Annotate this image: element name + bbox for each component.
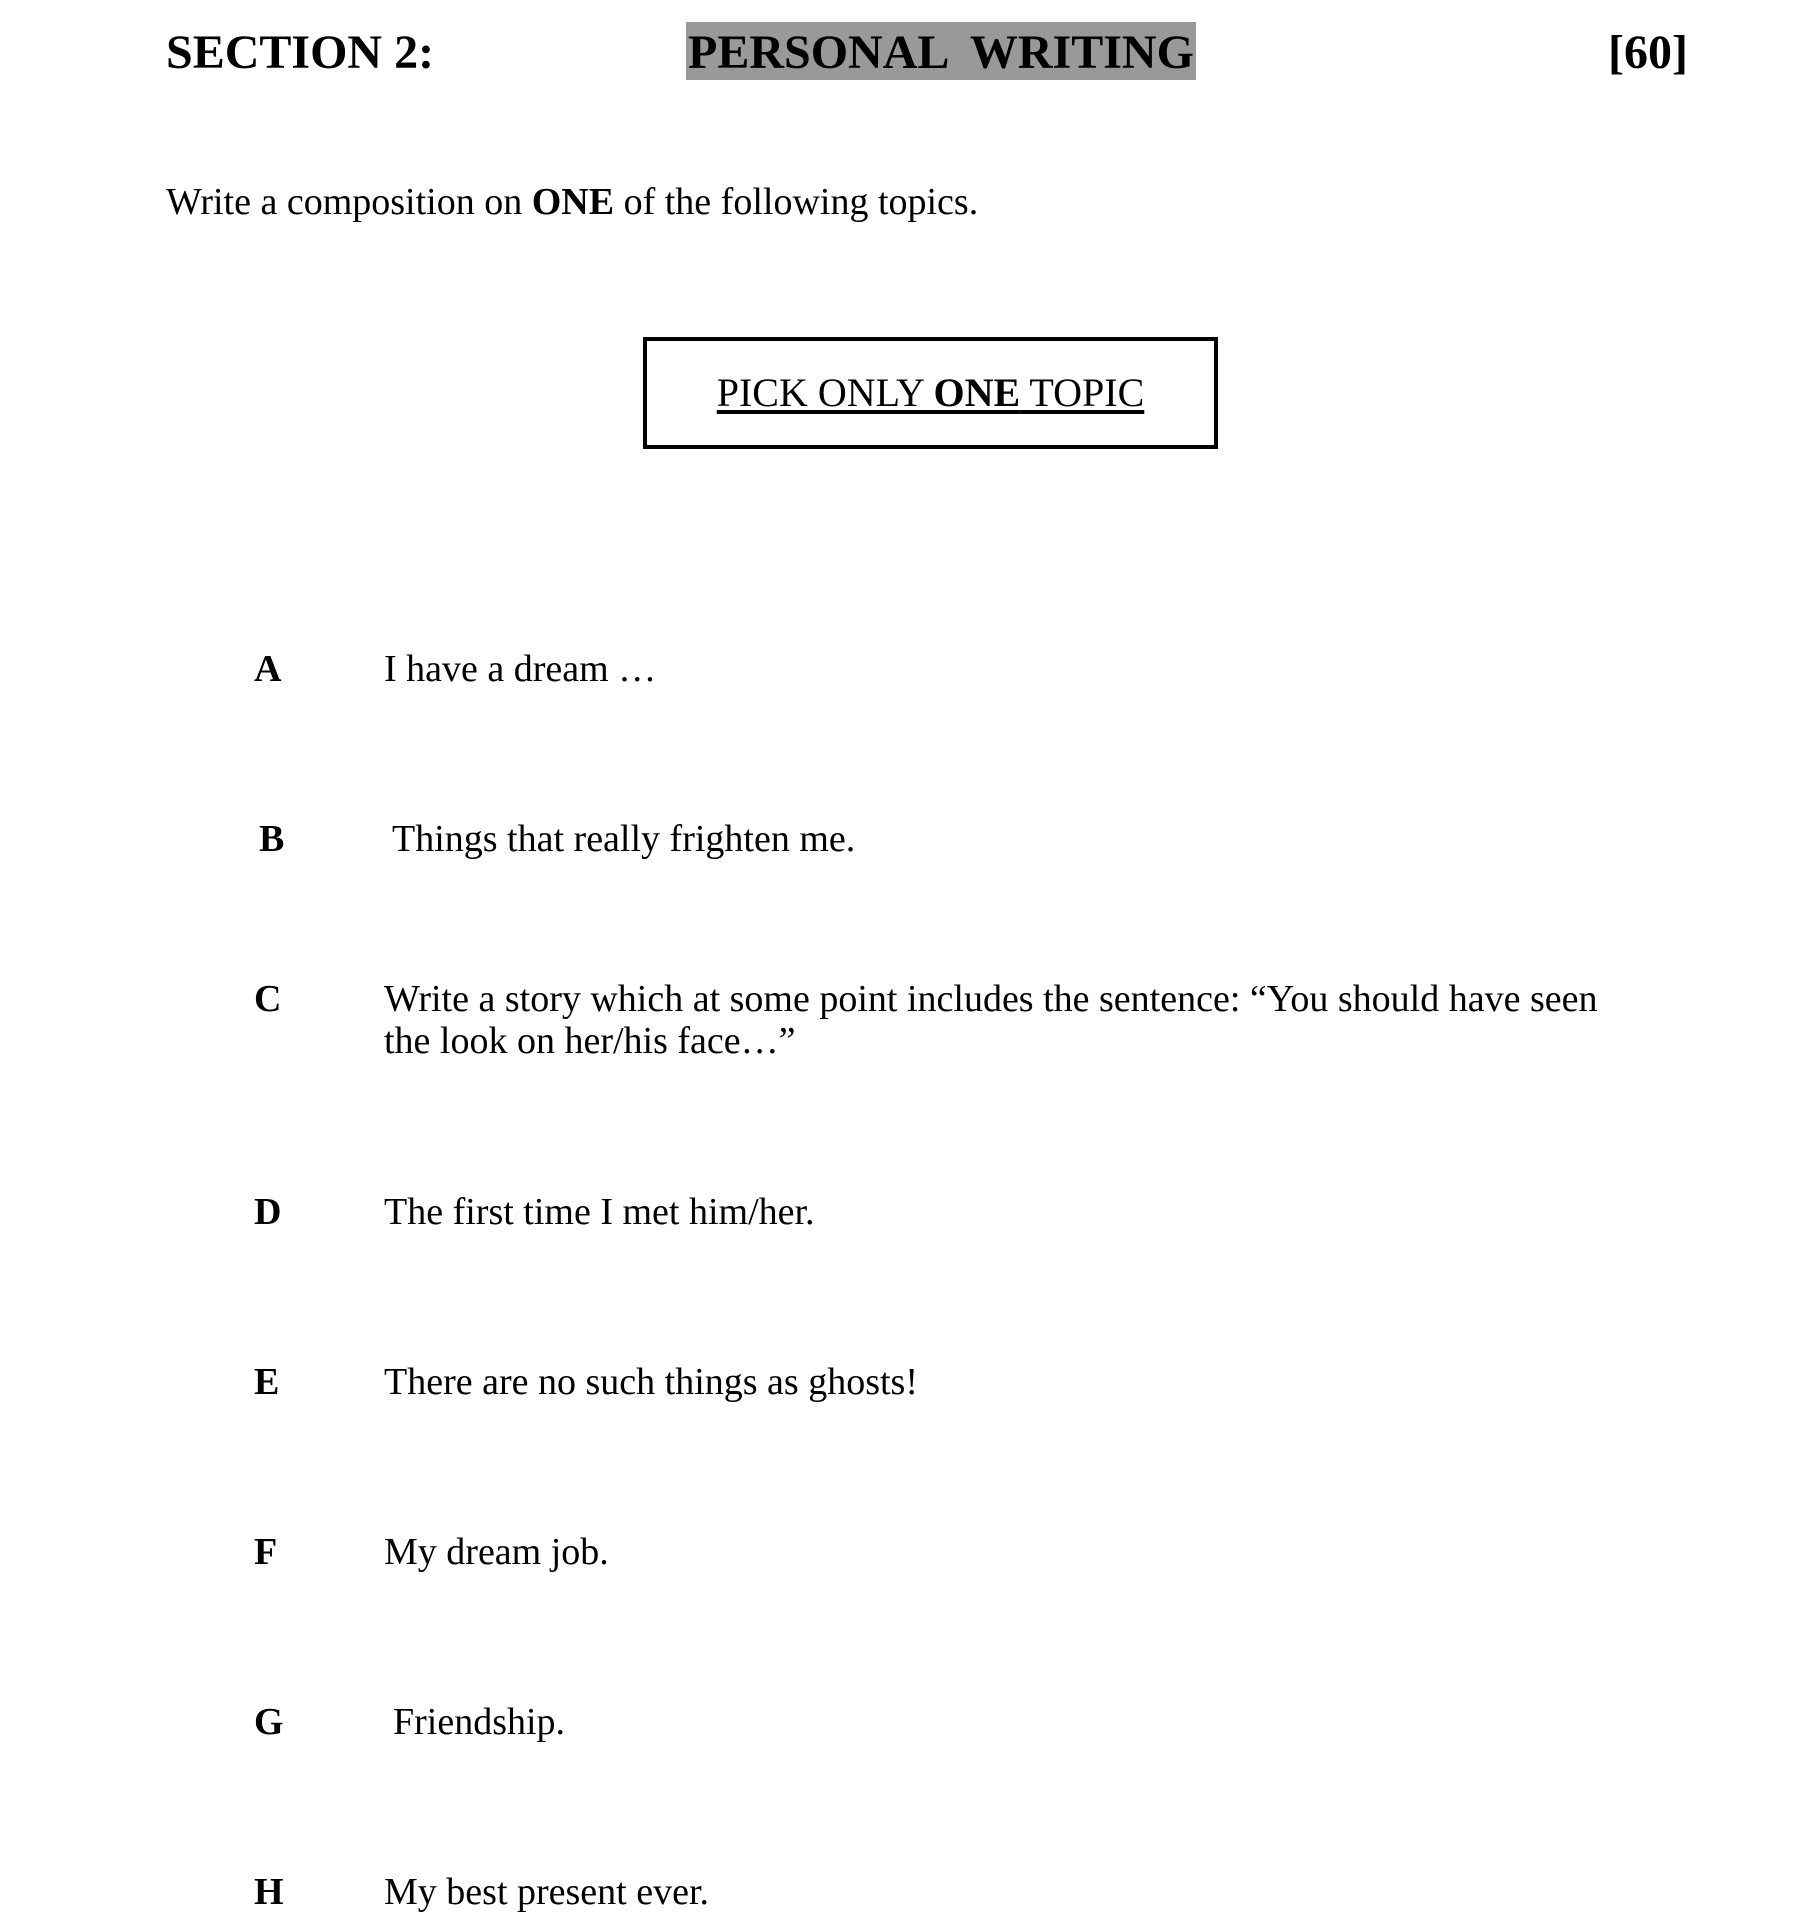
pick-box-before: PICK ONLY bbox=[716, 370, 934, 415]
topic-letter: G bbox=[254, 1701, 284, 1743]
topic-letter: D bbox=[254, 1191, 282, 1233]
section-title: PERSONAL WRITING bbox=[686, 22, 1196, 80]
topic-text: My best present ever. bbox=[384, 1871, 710, 1913]
topic-text: The first time I met him/her. bbox=[384, 1191, 815, 1233]
topic-letter: B bbox=[259, 818, 285, 860]
pick-box-emphasis: ONE bbox=[933, 370, 1021, 415]
pick-one-topic-box bbox=[643, 337, 1218, 449]
pick-box-after: TOPIC bbox=[1020, 370, 1145, 415]
pick-one-topic-text bbox=[717, 367, 1145, 419]
topic-letter: E bbox=[254, 1361, 280, 1403]
topic-text: Write a story which at some point includes the sentence: “You should have seen the look on her/his face…” bbox=[384, 978, 1598, 1062]
section-number: SECTION 2: bbox=[166, 26, 435, 79]
topic-letter: C bbox=[254, 978, 282, 1020]
topic-letter: H bbox=[254, 1871, 284, 1913]
instruction-before: Write a composition on bbox=[166, 181, 532, 223]
topic-letter: F bbox=[254, 1531, 278, 1573]
topic-letter: A bbox=[254, 648, 282, 690]
topic-text: I have a dream … bbox=[384, 648, 657, 690]
section-marks: [60] bbox=[1608, 26, 1688, 79]
instruction-emphasis: ONE bbox=[531, 181, 615, 223]
topic-text: Things that really frighten me. bbox=[392, 818, 856, 860]
instruction-after: of the following topics. bbox=[614, 181, 979, 223]
instruction-text bbox=[166, 176, 978, 228]
topic-text: There are no such things as ghosts! bbox=[384, 1361, 918, 1403]
topic-text: Friendship. bbox=[393, 1701, 566, 1743]
topic-text: My dream job. bbox=[384, 1531, 609, 1573]
